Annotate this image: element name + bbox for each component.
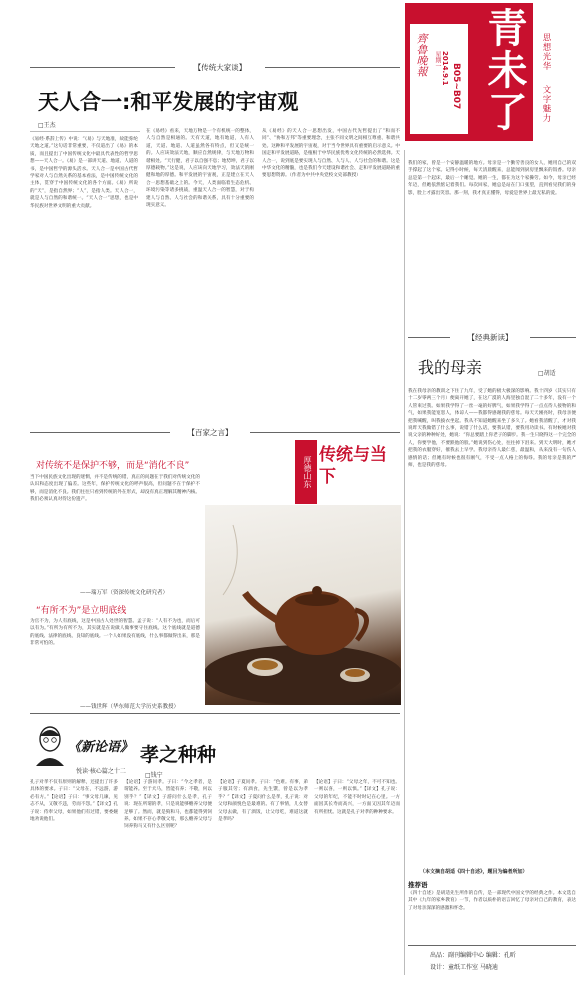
article4-title: 我的母亲 <box>418 358 483 377</box>
masthead-title: 青未了 <box>481 7 527 133</box>
article3-title: 孝之种种 <box>140 744 217 766</box>
article4-source: （本文摘自胡适《四十自述》，题目为编者所加） <box>420 869 528 875</box>
weekday: 星期一 <box>434 51 441 69</box>
badge-left: 厚德山东 <box>295 440 317 504</box>
article1-title-rule <box>30 131 140 132</box>
teapot-photo <box>205 505 401 705</box>
column-name: 《新论语》 <box>68 740 134 755</box>
issue-date: 2014.9.1 <box>441 51 449 86</box>
article4-byline: □胡适 <box>538 370 556 377</box>
article2-title: 对传统不是保护不够，而是“消化不良” <box>36 461 190 471</box>
section-tag-opinions: 【百家之言】 <box>170 427 250 438</box>
article2-subtitle: “有所不为”是立明底线 <box>36 606 127 616</box>
article4-text: 我在我母亲的教训之下住了九年，受了她的极大极深的影响。我十四岁（其实只有十二岁零两三个月）便离开她了，在这广漠的人海里独自混了二十多年，没有一个人管束过我。如果我学得了一丝一毫的好脾气，如果我学得了一点点待人接物的和气，如果我能宽恕人，体谅人——我都得感谢我的慈母。每天天刚亮时，我母亲便把我喊醒，叫我披衣坐起。我从不知道她醒来坐了多久了。她看我清醒了，才对我说昨天我做错了什么事，说错了什么话，要我认错，要我用功读书。有时候她对我说父亲的种种好处，她说：“你总要踏上你老子的脚步。我一生只晓得这一个完全的人，你要学他，不要跌他的股。”她说到伤心处，往往掉下泪来。到天大明时，她才把我的衣服穿好，催我去上早学。我母亲待人最仁慈，最温和，从来没有一句伤人感情的话；但她有时候也很有刚气，不受一点人格上的侮辱。我的母亲是我的严师，也是我的慈母。 <box>408 389 576 469</box>
article3-col-3: 【论语】子夏问孝。子曰：“色难。有事，弟子服其劳；有酒食，先生馔，曾是以为孝乎？”【译文】子夏问什么是孝，孔子说：对父母和颜悦色是最难的。有了事情，儿女替父母去做，有了酒饭，让父母吃，难道这就是孝吗？ <box>218 780 308 823</box>
footer-designer: 设计：童纸工作室 马晓迪 <box>430 964 498 971</box>
teapot-illustration <box>205 505 401 705</box>
recommend-title: 推荐语 <box>408 881 428 889</box>
footer-rule <box>408 945 576 946</box>
right-column-divider <box>404 150 405 975</box>
article3-col-1: 孔子对孝不仅有原则的解释，还提出了许多具体的要求。子曰：“父母在，不远游，游必有方。”【论语】子曰：“事父母几谏，见志不从，又敬不违，劳而不怨。”【译文】孔子说：侍奉父母，如果他们有过错，要委婉地劝说他们。 <box>30 780 118 823</box>
article1-title: 天人合一:和平发展的宇宙观 <box>38 90 299 114</box>
paper-name: 齊魯晚報 <box>415 33 428 77</box>
column-subtitle: 悦读·核心篇之十二 <box>76 768 126 775</box>
footer-editor: 出品：副刊编辑中心 编辑：孔昕 <box>430 952 516 959</box>
slogan-2: 文字魅力 <box>541 85 551 123</box>
badge-right: 传统与当下 <box>319 445 387 487</box>
article1-col-1: 《易经·系辞上传》中说：“《易》与天地准，故能弥纶天地之道。”这句话非常重要，不仅道出了《易》的本质，而且提出了中国传统文化中最具代表性的哲学思想——天人合一。《易》是一部讲天道、地道、人道的书，是中国哲学的源头活水。天人合一是中国古代哲学家对人与自然关系的基本看法，是中国传统文化的主体，贯穿于中国传统文化的各个方面。《易》所说的“天”，是指自然界；“人”，是指人类。天人合一，就是人与自然的和谐统一。“天人合一”思想，也是中华民族对世界文明的重大贡献。 <box>30 137 138 209</box>
article2-col: 当下中国民族文化出现的迷惘，并不是传统的错，真正的问题在于我们对传统文化的认识和态度出现了偏差。这些年，保护传统文化的呼声很高，但问题不在于保护不够，而是消化不良。我们往往只看到传统的外在形式，却没有真正理解其精神内核。我们必须认真对待这份遗产。 <box>30 475 200 503</box>
section-tag-classic: 【经典新读】 <box>450 332 530 343</box>
section-tag-tradition: 【传统大家谈】 <box>175 62 265 73</box>
recommend-text: 《四十自述》是胡适先生所作的自传，是一部现代中国文学的经典之作。本文选自其中《九年的家乡教育》一节，作者以质朴的语言回忆了母亲对自己的教育，表达了对母亲深深的感激和怀念。 <box>408 891 576 911</box>
article2-col-b: 为官不为，为人有底线，这是中国古人处世的智慧。孟子说：“人有不为也，而后可以有为。”有所为有所不为，其实就是在说做人做事要守住底线。这个底线就是道德的底线、法律的底线、良知的底线。一个人如果没有底线，什么事都做得出来，那是非常可怕的。 <box>30 619 200 647</box>
right-top-text: 我们的家，曾是一个安静温暖的地方。母亲是一个勤劳善良的女人，她用自己的双手撑起了这个家。记得小时候，每天清晨醒来，总能闻到厨房里飘来的饭香。母亲总是第一个起床，最后一个睡觉。她的一生，都在为这个家操劳。如今，母亲已经年迈，但她依然惦记着我们。每次回家，她总是站在门口张望，直到看见我们的身影，脸上才露出笑容。那一刻，我才真正懂得，母爱是世界上最无私的爱。 <box>408 161 576 196</box>
page-range: B05~B07 <box>451 63 461 110</box>
article2-sign-1: ——瑞万军（资深传统文化研究者） <box>80 590 169 596</box>
article1-col-3: 从《易经》的天人合一思想出发，中国古代先哲提出了“和而不同”、“协和万邦”等重要理念，主张不同文明之间相互尊重、和谐共处。这种和平发展的宇宙观，对于当今世界具有重要的启示意义。中国走和平发展道路，是植根于中华民族优秀文化传统的必然选择。天人合一，说到底是要实现人与自然、人与人、人与社会的和谐。这是中华文化的精髓，也是我们今天建设和谐社会、走和平发展道路的重要思想资源。（作者为中共中央党校文史部教授） <box>262 129 400 179</box>
article3-col-4: 【论语】子曰：“父母之年，不可不知也。一则以喜，一则以惧。”【译文】孔子说：父母的年纪，不能不时时记在心里。一方面因其长寿而高兴，一方面又因其年迈而有所担忧。这就是孔子对孝的种种要求。 <box>314 780 400 815</box>
portrait-icon <box>32 724 68 766</box>
article2-sign-2: ——钱世辉（华东师范大学历史系教授） <box>80 704 180 710</box>
article1-col-2: 在《易经》看来，天地万物是一个有机统一的整体，人与自然是相通的。天有天道，地有地道，人有人道，天道、地道、人道虽然各有特点，但又是统一的。人应该效法天地，顺应自然规律，与天地万物和谐相处。“天行健，君子以自强不息；地势坤，君子以厚德载物。”这是说，人应该向天地学习，效法天的刚健和地的厚德。和平发展的宇宙观，正是建立在天人合一思想基础之上的。今天，人类面临着生态危机、环境污染等诸多挑战，重温天人合一的智慧，对于构建人与自然、人与社会的和谐关系，具有十分重要的现实意义。 <box>146 129 254 209</box>
article2-badge <box>295 440 401 504</box>
article1-byline: □王杰 <box>38 122 56 129</box>
portrait-sketch <box>32 724 68 766</box>
article3-byline: □钱宁 <box>145 772 163 779</box>
masthead <box>405 3 577 143</box>
article3-top-rule <box>30 713 400 714</box>
article3-col-2: 【论语】子游问孝。子曰：“今之孝者，是谓能养。至于犬马，皆能有养；不敬，何以别乎？”【译文】子游问什么是孝，孔子说：现在所谓的孝，只是说能够赡养父母便足够了。然而，就是狗和马，也都能得到饲养。如果不存心孝敬父母，那么赡养父母与饲养狗马又有什么区别呢？ <box>124 780 212 830</box>
slogan-1: 思想光华 <box>541 33 551 71</box>
